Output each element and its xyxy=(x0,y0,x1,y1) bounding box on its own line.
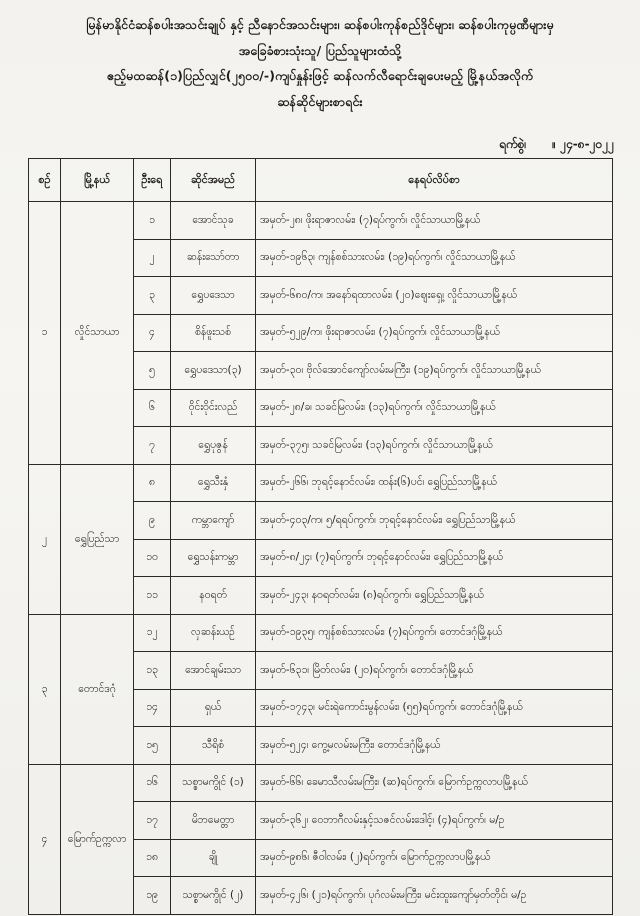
township-cell: ရွှေပြည်သာ xyxy=(61,464,134,614)
shop-serial-cell: ၁၁ xyxy=(134,577,171,615)
group-serial-cell: ၃ xyxy=(29,614,61,764)
shop-address-cell: အမှတ်-၄၀၃/က၊ ၅/ရရပ်ကွက်၊ ဘုရင့်နောင်လမ်း၊ ရွှေပြည်သာမြို့နယ် xyxy=(256,502,613,540)
township-cell: တောင်ဒဂုံ xyxy=(61,614,134,764)
shop-name-cell: ချို xyxy=(171,839,256,877)
shop-address-cell: အမှတ်-၂၆၆၊ ဘုရင့်နောင်လမ်း၊ ထန်း(၆)ပင်၊ ရွှေပြည်သာမြို့နယ် xyxy=(256,464,613,502)
shop-name-cell: ရွှေပဒေသာ xyxy=(171,277,256,315)
shop-name-cell: ဆန်းသော်တာ xyxy=(171,239,256,277)
shop-address-cell: အမှတ်-၈/၂၄၊ (၇)ရပ်ကွက်၊ ဘုရင့်နောင်လမ်း၊ ရွှေပြည်သာမြို့နယ် xyxy=(256,539,613,577)
shops-table-body xyxy=(29,202,613,915)
shop-address-cell: အမှတ်-၂၈/ခ၊ သခင်မြလမ်း၊ (၁၃)ရပ်ကွက်၊ လှိုင်သာယာမြို့နယ် xyxy=(256,389,613,427)
shop-serial-cell: ၁၅ xyxy=(134,727,171,765)
shop-address-cell: အမှတ်-၁၉၃၅၊ ကျန်စစ်သားလမ်း၊ (၇)ရပ်ကွက်၊ တောင်ဒဂုံမြို့နယ် xyxy=(256,614,613,652)
column-header-count: ဦးရေ xyxy=(134,159,171,202)
township-cell: မြောက်ဥက္ကလာ xyxy=(61,764,134,914)
shop-name-cell: အောင်သုခ xyxy=(171,202,256,240)
shop-name-cell: ကမ္ဘာကျော် xyxy=(171,502,256,540)
shop-name-cell: သစ္စာမကွိုင် (၁) xyxy=(171,764,256,802)
shop-serial-cell: ၇ xyxy=(134,427,171,465)
shop-name-cell: ရွှေသီးနှံ xyxy=(171,464,256,502)
shop-name-cell: စိန်ဖူးသစ် xyxy=(171,314,256,352)
column-header-address: နေရပ်လိပ်စာ xyxy=(256,159,613,202)
shop-address-cell: အမှတ်-၃၆၂၊ ဝေဘာဂီလမ်းနှင့်သဇင်လမ်းဒေါင့်၊ (၄)ရပ်ကွက်၊ မ/ဥ xyxy=(256,802,613,840)
shop-address-cell: အမှတ်-၂၄၃၊ နဝရတ်လမ်း၊ (၈)ရပ်ကွက်၊ ရွှေပြည်သာမြို့နယ် xyxy=(256,577,613,615)
shop-address-cell: အမှတ်-၅၂၄၊ ကွေ့မလမ်းမကြီး၊ တောင်ဒဂုံမြို့နယ် xyxy=(256,727,613,765)
date-value: ။ ၂၄-၈-၂၀၂၂ xyxy=(552,137,614,151)
shop-name-cell: အောင်ချမ်းသာ xyxy=(171,652,256,690)
shop-serial-cell: ၄ xyxy=(134,314,171,352)
group-serial-cell: ၂ xyxy=(29,464,61,614)
shop-serial-cell: ၁၈ xyxy=(134,839,171,877)
shop-serial-cell: ၅ xyxy=(134,352,171,390)
shop-address-cell: အမှတ်-၆၆၊ ခေမာသီလမ်းမကြီး၊ (ဆ)ရပ်ကွက်၊ မြောက်ဥက္ကလာပမြို့နယ် xyxy=(256,764,613,802)
document-title xyxy=(0,0,640,115)
shop-serial-cell: ၆ xyxy=(134,389,171,427)
group-serial-cell: ၄ xyxy=(29,764,61,914)
table-row xyxy=(29,614,613,652)
shop-serial-cell: ၂ xyxy=(134,239,171,277)
shop-name-cell: သီရိစံ xyxy=(171,727,256,765)
shop-serial-cell: ၁၂ xyxy=(134,614,171,652)
table-row xyxy=(29,764,613,802)
shop-address-cell: အမှတ်-၃၇၅၊ သခင်မြလမ်း၊ (၁၃)ရပ်ကွက်၊ လှိုင်သာယာမြို့နယ် xyxy=(256,427,613,465)
shop-serial-cell: ၁၃ xyxy=(134,652,171,690)
title-line-2: အခြေခံစားသုံးသူ/ ပြည်သူများထံသို့ xyxy=(238,42,402,58)
shop-name-cell: ရွှေပဒေသာ(၃) xyxy=(171,352,256,390)
shop-serial-cell: ၁၇ xyxy=(134,802,171,840)
shop-serial-cell: ၁၉ xyxy=(134,877,171,915)
title-line-4: ဆန်ဆိုင်များစာရင်း xyxy=(277,93,363,109)
table-row xyxy=(29,202,613,240)
shop-serial-cell: ၈ xyxy=(134,464,171,502)
date-line xyxy=(499,136,614,154)
shop-address-cell: အမှတ်-၆၃၁၊ မြိတ်လမ်း၊ (၂၀)ရပ်ကွက်၊ တောင်ဒဂုံမြို့နယ် xyxy=(256,652,613,690)
column-header-shop-name: ဆိုင်အမည် xyxy=(171,159,256,202)
shop-name-cell: သစ္စာမကွိုင် (၂) xyxy=(171,877,256,915)
shop-serial-cell: ၁၄ xyxy=(134,689,171,727)
shop-address-cell: အမှတ်-၅၂၉/က၊ ဖိုးရာဇာလမ်း၊ (၇)ရပ်ကွက်၊ လှိုင်သာယာမြို့နယ် xyxy=(256,314,613,352)
shop-serial-cell: ၁၀ xyxy=(134,539,171,577)
shop-name-cell: လှဆန်းယဉ် xyxy=(171,614,256,652)
shop-address-cell: အမှတ်-၉၈၆၊ ဇီဝါလမ်း၊ (၂)ရပ်ကွက်၊ မြောက်ဥက္ကလာပမြို့နယ် xyxy=(256,839,613,877)
shop-serial-cell: ၉ xyxy=(134,502,171,540)
shop-serial-cell: ၁ xyxy=(134,202,171,240)
shop-address-cell: အမှတ်-၂၈၊ ဖိုးရာဇာလမ်း၊ (၇)ရပ်ကွက်၊ လှိုင်သာယာမြို့နယ် xyxy=(256,202,613,240)
shop-name-cell: ရွှေသန်းကမ္ဘာ xyxy=(171,539,256,577)
table-row xyxy=(29,464,613,502)
shop-serial-cell: ၁၆ xyxy=(134,764,171,802)
shop-address-cell: အမှတ်-၄၂၆၊ (၂၁)ရပ်ကွက်၊ ပုဂံလမ်းမကြီး၊ မင်းထူးကျော်မှတ်တိုင်၊ မ/ဥ xyxy=(256,877,613,915)
township-cell: လှိုင်သာယာ xyxy=(61,202,134,465)
shop-address-cell: အမှတ်-၆၈၀/က၊ အနော်ရထာလမ်း၊ (၂၀)ဈေးရှေ့၊ လှိုင်သာယာမြို့နယ် xyxy=(256,277,613,315)
shop-address-cell: အမှတ်-၃၀၊ ဗိုလ်အောင်ကျော်လမ်းမကြီး၊ (၁၉)ရပ်ကွက်၊ လှိုင်သာယာမြို့နယ် xyxy=(256,352,613,390)
date-label: ရက်စွဲ၊ xyxy=(499,137,527,151)
shop-name-cell: ဝိုင်းဝိုင်းလည် xyxy=(171,389,256,427)
shop-name-cell: ရှယ် xyxy=(171,689,256,727)
shop-address-cell: အမှတ်-၁၇၄၃၊ မင်းရဲကောင်းမွန်လမ်း၊ (၅၅)ရပ်ကွက်၊ တောင်ဒဂုံမြို့နယ် xyxy=(256,689,613,727)
shop-name-cell: မိဘမေတ္တာ xyxy=(171,802,256,840)
column-header-serial: စဉ် xyxy=(29,159,61,202)
shop-name-cell: နဝရတ် xyxy=(171,577,256,615)
table-header-row xyxy=(29,159,613,202)
rice-shops-table xyxy=(28,158,613,915)
shop-name-cell: ရွှေပုဇွန် xyxy=(171,427,256,465)
shop-serial-cell: ၃ xyxy=(134,277,171,315)
title-line-3: ဧည့်မထဆန်(၁)ပြည်လျှင်(၂၅၀၀/-)ကျပ်နှုန်းဖြင့် ဆန်လက်လီရောင်းချပေးမည့် မြို့နယ်အလိုက် xyxy=(106,68,534,84)
column-header-township: မြို့နယ် xyxy=(61,159,134,202)
shop-address-cell: အမှတ်-၁၉၆၃၊ ကျန်စစ်သားလမ်း၊ (၁၉)ရပ်ကွက်၊ လှိုင်သာယာမြို့နယ် xyxy=(256,239,613,277)
title-line-1: မြန်မာနိုင်ငံဆန်စပါးအသင်းချုပ် နှင့် ညီနောင်အသင်းများ၊ ဆန်စပါးကုန်စည်ဒိုင်များ၊ ဆန်စပါးကုမ္ပဏီများမှ xyxy=(86,17,554,32)
group-serial-cell: ၁ xyxy=(29,202,61,465)
